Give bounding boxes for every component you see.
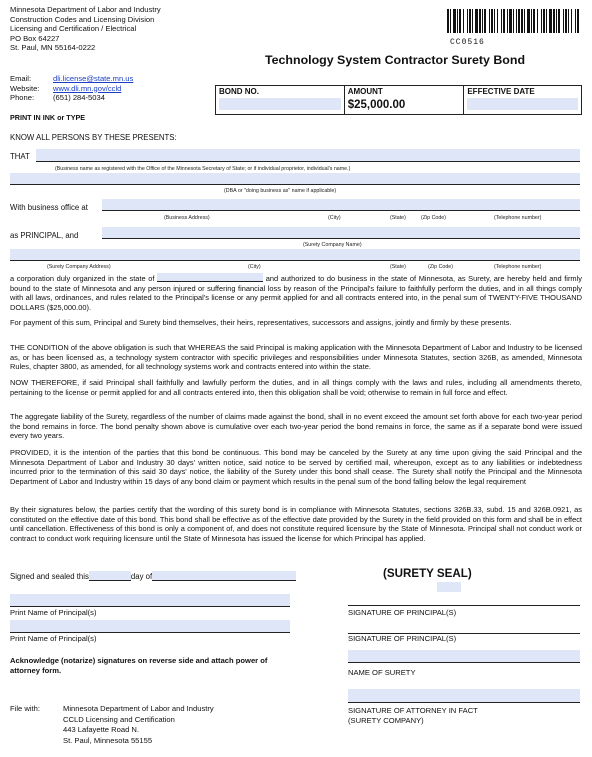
email-link[interactable]: dli.license@state.mn.us xyxy=(53,74,134,83)
barcode-bar xyxy=(459,9,461,33)
barcode-bar xyxy=(541,9,542,33)
business-name-field[interactable] xyxy=(36,149,580,162)
amount-value: $25,000.00 xyxy=(347,99,406,111)
page-title: Technology System Contractor Surety Bond xyxy=(265,53,526,67)
print-name-2-field[interactable] xyxy=(10,620,290,633)
file-with-line: 443 Lafayette Road N. xyxy=(63,725,139,734)
barcode xyxy=(447,9,581,33)
paragraph-provided: PROVIDED, it is the intention of the parties that this bond be continuous. This bond may be canceled by the Surety at any time upon giving the said Principal and the Minnesota Department of Labor and Industry 30 days' written notice, said notice to be served by certified mail, whereupon, except as to any liabilities or indebtedness incurred prior to the termination of this said 30 days' notice, the liability of the Surety under this bond shall cease. The Surety shall notify the Principal and the Minnesota Department of Labor and Industry within 15 days of any bond claim or payment which results in the penal sum of the bond falling below the legal requirement xyxy=(10,448,582,486)
print-name-2-label: Print Name of Principal(s) xyxy=(10,634,97,643)
agency-address xyxy=(10,5,230,53)
contact-block xyxy=(10,74,133,103)
contact-label: Email: xyxy=(10,74,32,83)
surety-name-caption: (Surety Company Name) xyxy=(303,242,362,248)
print-name-1-field[interactable] xyxy=(10,594,290,607)
agency-line: PO Box 64227 xyxy=(10,33,60,43)
bond-no-cell xyxy=(216,86,345,115)
office-caption-phone: (Telephone number) xyxy=(494,215,542,221)
business-office-field[interactable] xyxy=(102,199,580,211)
agency-line: Construction Codes and Licensing Division xyxy=(10,14,155,24)
paragraph-surety-obligation xyxy=(10,273,582,312)
contact-label: Website: xyxy=(10,83,40,93)
surety-seal-label: (SURETY SEAL) xyxy=(383,567,472,580)
barcode-bar xyxy=(558,9,560,33)
dba-field[interactable] xyxy=(10,173,580,185)
office-caption-city: (City) xyxy=(328,215,341,221)
paragraph-now-therefore: NOW THEREFORE, if said Principal shall faithfully and lawfully perform the duties, and in all things comply with the laws and rules, including all amendments thereto, pertaining to the license or permit applied for and all contracts entered into, then this obligation shall be void; otherwise to remain in full force and effect. xyxy=(10,378,582,397)
that-label: THAT xyxy=(10,152,30,161)
contact-label: Phone: xyxy=(10,93,35,103)
barcode-bar xyxy=(491,9,493,33)
barcode-bar xyxy=(531,9,532,33)
agency-line: St. Paul, MN 55164-0222 xyxy=(10,43,96,53)
print-note: PRINT IN INK or TYPE xyxy=(10,113,86,122)
acknowledge-note: Acknowledge (notarize) signatures on reverse side and attach power of attorney form. xyxy=(10,656,268,675)
attorney-signature-label xyxy=(348,706,478,725)
office-caption-state: (State) xyxy=(390,215,406,221)
contact-website xyxy=(10,84,133,94)
barcode-bar xyxy=(494,9,495,33)
file-with-line: St. Paul, Minnesota 55155 xyxy=(63,735,153,745)
file-with-line: CCLD Licensing and Certification xyxy=(63,714,175,724)
surety-caption-zip: (Zip Code) xyxy=(428,264,454,270)
barcode-bar xyxy=(527,9,530,33)
barcode-bar xyxy=(507,9,508,33)
barcode-graphic xyxy=(447,9,581,33)
surety-address-field[interactable] xyxy=(10,249,580,261)
signed-text-a: Signed and sealed this xyxy=(10,572,89,581)
print-name-1-label: Print Name of Principal(s) xyxy=(10,608,97,617)
barcode-bar xyxy=(575,9,576,33)
barcode-bar xyxy=(457,9,458,33)
contact-phone xyxy=(10,93,133,103)
amount-cell xyxy=(344,86,464,115)
barcode-bar xyxy=(501,9,502,33)
signed-sealed-line xyxy=(10,571,296,582)
barcode-bar xyxy=(482,9,483,33)
agency-line: Minnesota Department of Labor and Industry xyxy=(10,5,161,14)
surety-seal-box[interactable] xyxy=(437,582,461,592)
file-with-address xyxy=(63,704,214,746)
surety-caption-address: (Surety Company Address) xyxy=(47,264,111,270)
office-label: With business office at xyxy=(10,203,88,212)
effective-date-label: EFFECTIVE DATE xyxy=(467,87,535,96)
barcode-bar xyxy=(549,9,552,33)
principal-label: as PRINCIPAL, and xyxy=(10,231,79,240)
barcode-bar xyxy=(450,9,451,33)
barcode-bar xyxy=(489,9,490,33)
signed-text-b: day of xyxy=(130,572,153,581)
barcode-bar xyxy=(521,9,523,33)
barcode-bar xyxy=(546,9,547,33)
surety-state-field[interactable] xyxy=(157,273,263,282)
sig-principal-1-label: SIGNATURE OF PRINCIPAL(S) xyxy=(348,608,457,617)
attorney-label-line-1: SIGNATURE OF ATTORNEY IN FACT xyxy=(348,706,478,715)
paragraph-aggregate-liability: The aggregate liability of the Surety, regardless of the number of claims made against the bond, shall in no event exceed the amount set forth above for each two-year period the bond remains in force. The bond penalty shown above is cumulative over each two-year period the bond remains in force, the same as if a separate bond were issued every two years. xyxy=(10,412,582,440)
bond-no-label: BOND NO. xyxy=(219,87,259,96)
barcode-bar xyxy=(484,9,486,33)
barcode-bar xyxy=(524,9,525,33)
p1-text-a: a corporation duly organized in the state of xyxy=(10,274,155,283)
barcode-bar xyxy=(516,9,517,33)
paragraph-payment: For payment of this sum, Principal and Surety bind themselves, their heirs, representatives, successors and assigns, jointly and firmly by these presents. xyxy=(10,318,512,327)
barcode-bar xyxy=(518,9,520,33)
barcode-bar xyxy=(563,9,564,33)
paragraph-certification: By their signatures below, the parties certify that the wording of this surety bond is in compliance with Minnesota Statutes, sections 326B.33, subd. 15 and 326B.0921, as constituted on the effective date of this bond. This bond shall be effective as of the effective date provided by the Surety in the field provided on this form and shall be in effect until cancellation. Effectiveness of this bond is only a component of, and does not constitute required licensure by the State of Minnesota. Principal shall not conduct work or contract to conduct work requiring licensure until the State of Minnesota has issued the license for which Principal has applied. xyxy=(10,505,582,543)
barcode-bar xyxy=(497,9,498,33)
surety-caption-city: (City) xyxy=(248,264,261,270)
surety-caption-state: (State) xyxy=(390,264,406,270)
file-with-label: File with: xyxy=(10,704,40,713)
barcode-bar xyxy=(577,9,579,33)
barcode-bar xyxy=(447,9,449,33)
form-code: CC0516 xyxy=(450,38,485,47)
barcode-bar xyxy=(533,9,535,33)
barcode-bar xyxy=(509,9,512,33)
barcode-bar xyxy=(469,9,471,33)
barcode-bar xyxy=(568,9,569,33)
name-of-surety-label: NAME OF SURETY xyxy=(348,668,416,677)
barcode-bar xyxy=(503,9,505,33)
dba-caption: (DBA or "doing business as" name if applicable) xyxy=(224,188,337,194)
phone-value: (651) 284-5034 xyxy=(53,93,105,103)
agency-line: Licensing and Certification / Electrical xyxy=(10,24,137,34)
barcode-bar xyxy=(565,9,567,33)
barcode-bar xyxy=(537,9,538,33)
office-caption-address: (Business Address) xyxy=(164,215,210,221)
barcode-bar xyxy=(556,9,557,33)
surety-company-name-field[interactable] xyxy=(348,650,580,663)
barcode-bar xyxy=(571,9,572,33)
sig-principal-2-label: SIGNATURE OF PRINCIPAL(S) xyxy=(348,634,457,643)
bond-no-field[interactable] xyxy=(219,98,341,110)
business-name-caption: (Business name as registered with the Office of the Minnesota Secretary of State; or if individual proprietor, individual's name.) xyxy=(55,166,351,172)
barcode-bar xyxy=(479,9,481,33)
barcode-bar xyxy=(475,9,478,33)
effective-date-cell xyxy=(464,86,582,115)
signed-month-field[interactable] xyxy=(152,571,296,581)
know-all-heading: KNOW ALL PERSONS BY THESE PRESENTS: xyxy=(10,133,177,142)
effective-date-field[interactable] xyxy=(467,98,578,110)
barcode-bar xyxy=(472,9,473,33)
attorney-signature-field[interactable] xyxy=(348,689,580,703)
barcode-bar xyxy=(463,9,464,33)
signed-day-field[interactable] xyxy=(89,571,131,581)
paragraph-condition: THE CONDITION of the above obligation is such that WHEREAS the said Principal is making application with the Minnesota Department of Labor and Industry to be licensed as, or has been licensed as, a technology system contractor with specific privileges and responsibilities under Minnesota Statutes, section 326B, as amended, Minnesota Rules, chapter 3800, as amended, for all technology systems work and contracts entered into within the state. xyxy=(10,343,582,371)
amount-label: AMOUNT xyxy=(347,87,383,96)
office-caption-zip: (Zip Code) xyxy=(421,215,447,221)
surety-caption-phone: (Telephone number) xyxy=(494,264,542,270)
file-with-line: Minnesota Department of Labor and Industry xyxy=(63,704,214,713)
attorney-label-line-2: (SURETY COMPANY) xyxy=(348,715,424,725)
barcode-bar xyxy=(543,9,545,33)
barcode-bar xyxy=(553,9,555,33)
barcode-bar xyxy=(453,9,456,33)
barcode-bar xyxy=(513,9,514,33)
surety-name-field[interactable] xyxy=(102,227,580,239)
contact-email xyxy=(10,74,133,84)
website-link[interactable]: www.dli.mn.gov/ccld xyxy=(53,83,122,93)
sig-principal-1-line[interactable] xyxy=(348,604,580,606)
barcode-bar xyxy=(467,9,468,33)
p1-text-b: and authorized to do business in the state of Minnesota, as Surety, are hereby held and firmly bound to the state of Minnesota and any person injured or suffering financial loss by reason of the Principal's failure to faithfully perform the duties, and in all things comply with all laws, ordinances, and rules related to the Principal's license or any permit applied for and all contracts entered into, in the penal sum of TWENTY-FIVE THOUSAND DOLLARS ($25,000.00). xyxy=(10,274,582,312)
bond-table xyxy=(215,85,582,115)
